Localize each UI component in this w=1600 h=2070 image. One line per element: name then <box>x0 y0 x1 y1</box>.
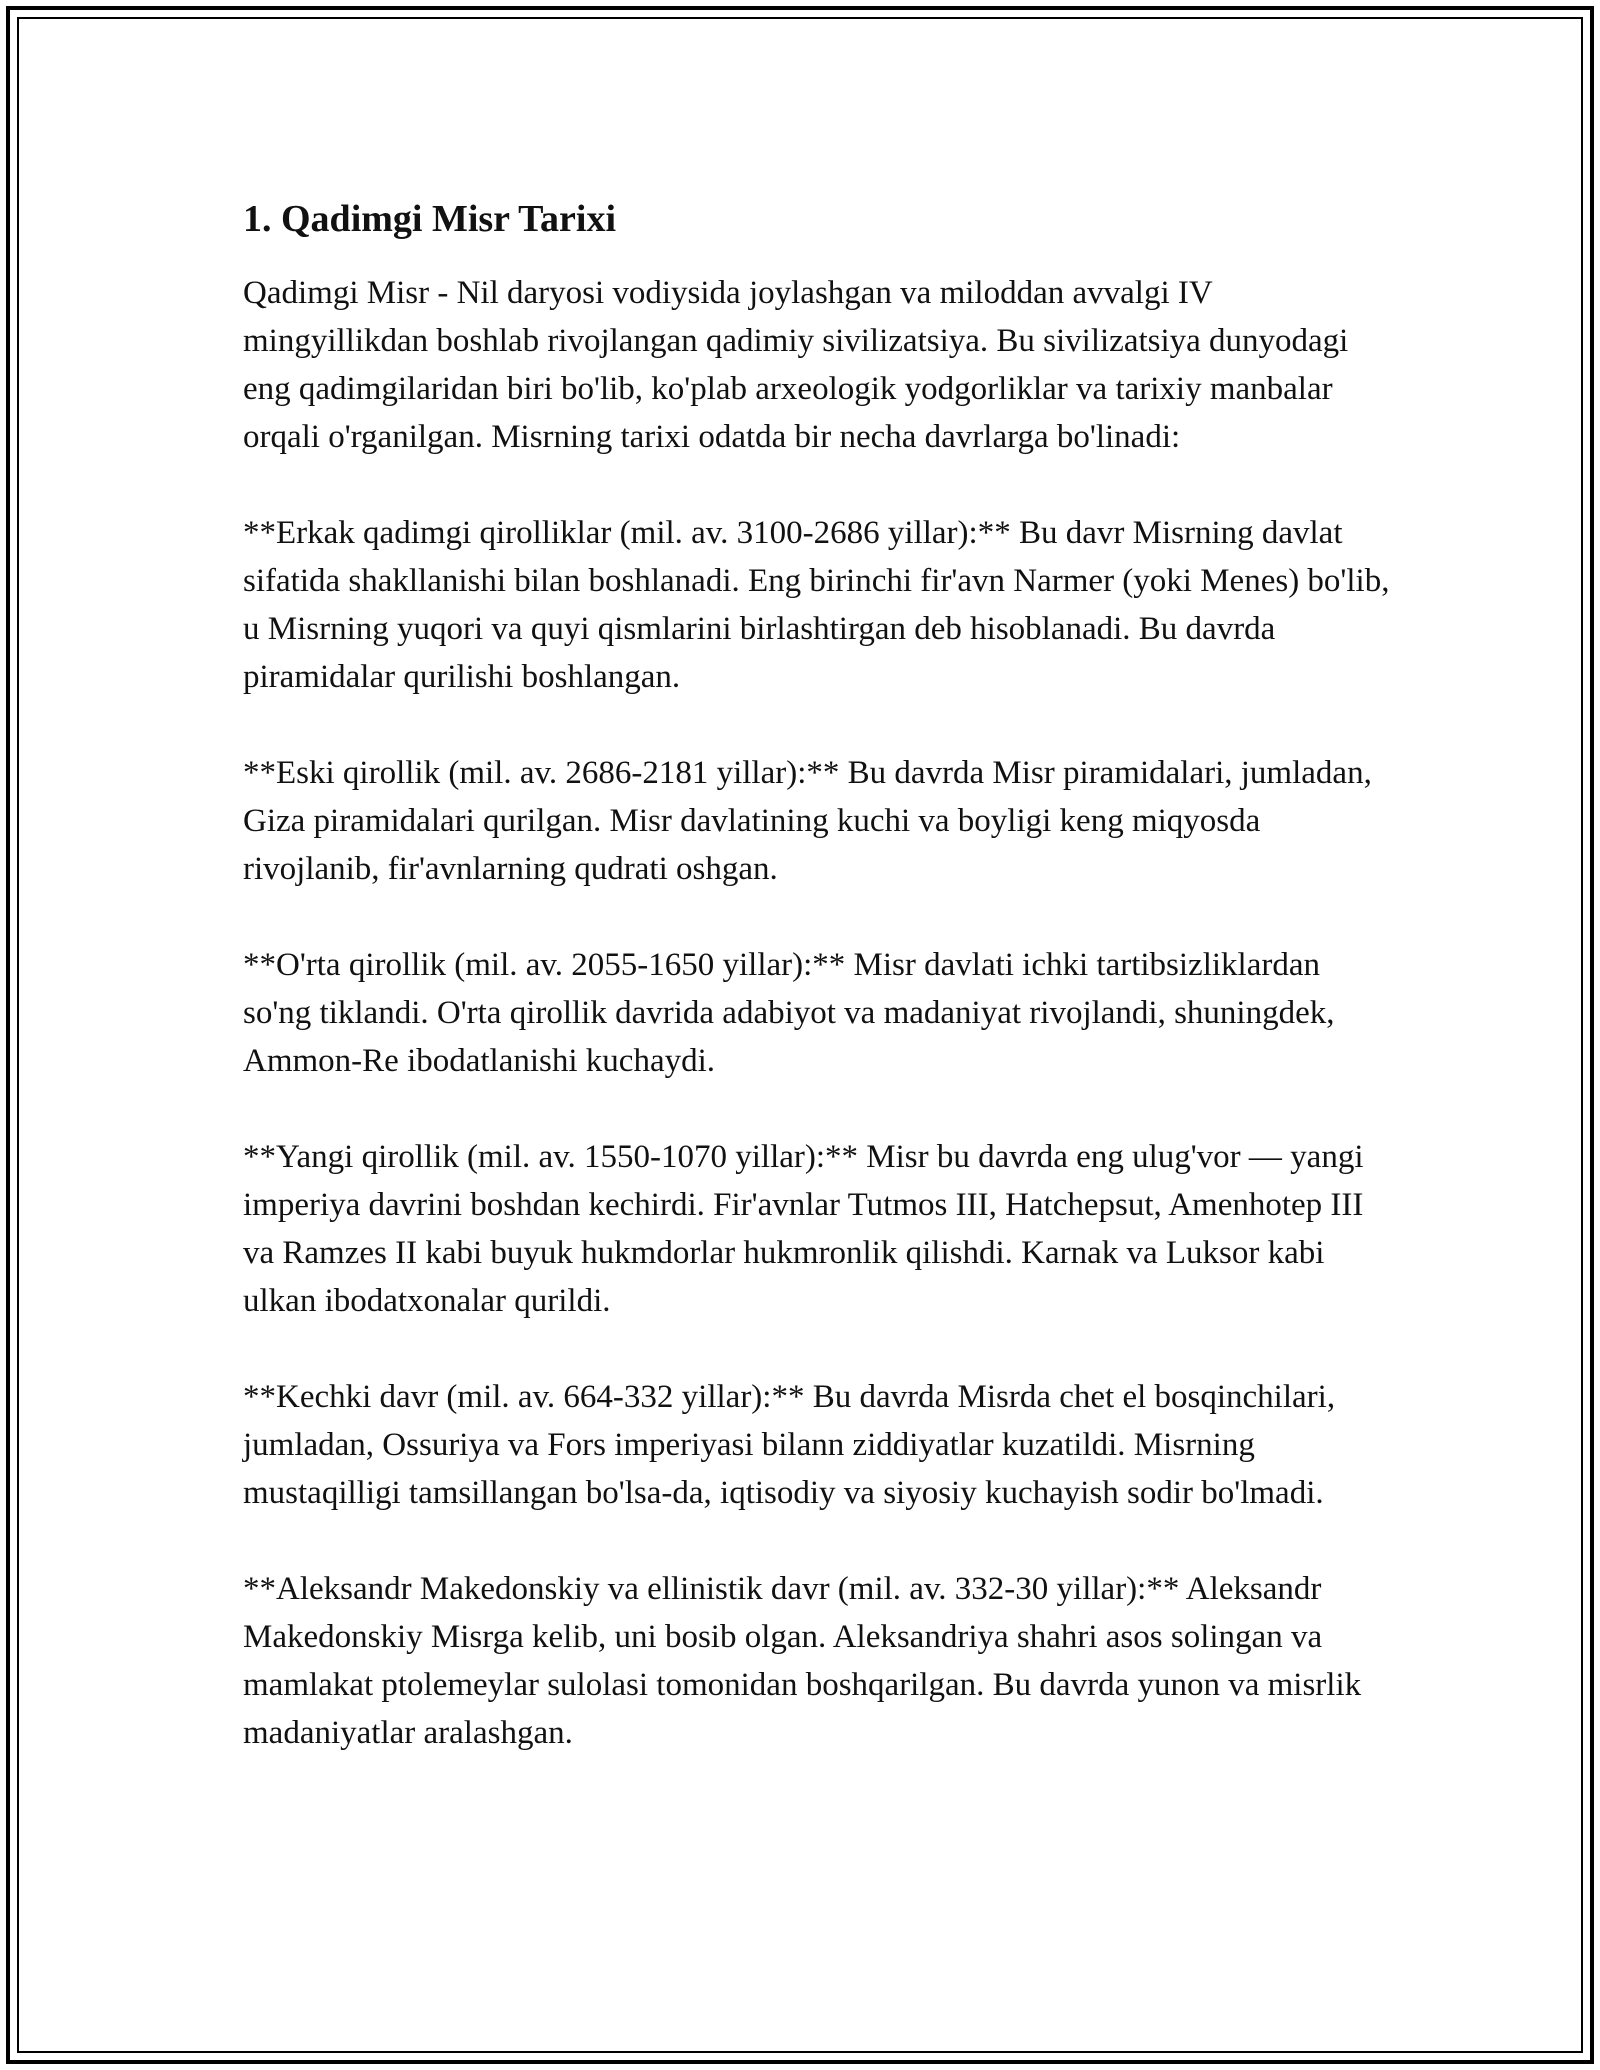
document-title: 1. Qadimgi Misr Tarixi <box>243 198 617 240</box>
paragraph-old-kingdom: **Eski qirollik (mil. av. 2686-2181 yillar):** Bu davrda Misr piramidalari, jumladan, Giza piramidalari qurilgan. Misr davlatining kuchi va boyligi keng miqyosda rivojlanib, fir'avnlarning qudrati oshgan. <box>243 755 1372 887</box>
paragraph-late-period: **Kechki davr (mil. av. 664-332 yillar):** Bu davrda Misrda chet el bosqinchilari, jumladan, Ossuriya va Fors imperiyasi bilann ziddiyatlar kuzatildi. Misrning mustaqilligi tamsillangan bo'lsa-da, iqtisodiy va siyosiy kuchayish sodir bo'lmadi. <box>243 1379 1336 1511</box>
paragraph-hellenistic-period: **Aleksandr Makedonskiy va ellinistik davr (mil. av. 332-30 yillar):** Aleksandr Makedonskiy Misrga kelib, uni bosib olgan. Aleksandriya shahri asos solingan va mamlakat ptolemeylar sulolasi tomonidan boshqarilgan. Bu davrda yunon va misrlik madaniyatlar aralashgan. <box>243 1571 1362 1751</box>
page-border-outer <box>6 6 1594 2064</box>
paragraph-early-dynastic: **Erkak qadimgi qirolliklar (mil. av. 3100-2686 yillar):** Bu davr Misrning davlat sifatida shakllanishi bilan boshlanadi. Eng birinchi fir'avn Narmer (yoki Menes) bo'lib, u Misrning yuqori va quyi qismlarini birlashtirgan deb hisoblanadi. Bu davrda piramidalar qurilishi boshlangan. <box>243 515 1390 695</box>
paragraph-new-kingdom: **Yangi qirollik (mil. av. 1550-1070 yillar):** Misr bu davrda eng ulug'vor — yangi imperiya davrini boshdan kechirdi. Fir'avnlar Tutmos III, Hatchepsut, Amenhotep III va Ramzes II kabi buyuk hukmdorlar hukmronlik qilishdi. Karnak va Luksor kabi ulkan ibodatxonalar qurildi. <box>243 1139 1364 1319</box>
document-body <box>243 195 1393 1757</box>
paragraph-intro: Qadimgi Misr - Nil daryosi vodiysida joylashgan va miloddan avvalgi IV mingyillikdan boshlab rivojlangan qadimiy sivilizatsiya. Bu sivilizatsiya dunyodagi eng qadimgilaridan biri bo'lib, ko'plab arxeologik yodgorliklar va tarixiy manbalar orqali o'rganilgan. Misrning tarixi odatda bir necha davrlarga bo'linadi: <box>243 275 1349 455</box>
page-border-inner <box>17 17 1583 2053</box>
paragraph-middle-kingdom: **O'rta qirollik (mil. av. 2055-1650 yillar):** Misr davlati ichki tartibsizliklardan so'ng tiklandi. O'rta qirollik davrida adabiyot va madaniyat rivojlandi, shuningdek, Ammon-Re ibodatlanishi kuchaydi. <box>243 947 1335 1079</box>
